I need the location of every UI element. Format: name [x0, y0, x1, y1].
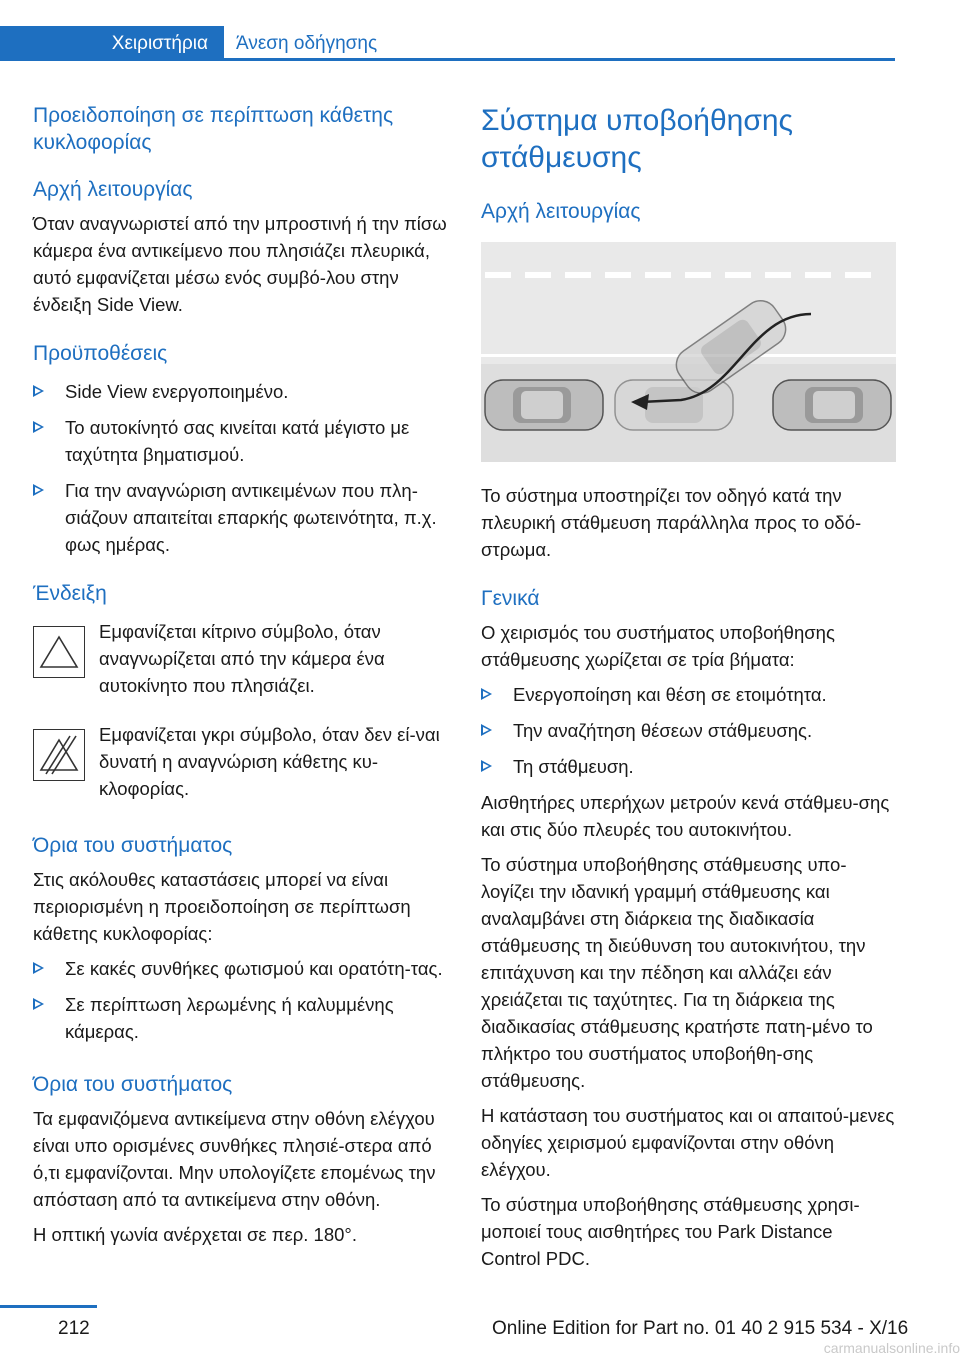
- viewing-angle-text: Η οπτική γωνία ανέρχεται σε περ. 180°.: [33, 1224, 357, 1245]
- steps-list: [481, 681, 896, 780]
- tab-chapter[interactable]: Χειριστήρια: [0, 26, 224, 61]
- page-number: 212: [58, 1318, 90, 1339]
- requirements-list: [33, 378, 448, 558]
- limits-text-2: Τα εμφανιζόμενα αντικείμενα στην οθόνη ελέγχου είναι υπο ορισμένες συνθήκες πλησιέ-στερα από ό,τι εμφανίζονται. Μην υπολογίζετε επομένως την απόσταση από τα αντικείμενα στην οθόνη.: [33, 1108, 436, 1210]
- paragraph-sensors: Αισθητήρες υπερήχων μετρούν κενά στάθμευ-σης και στις δύο πλευρές του αυτοκινήτου.: [481, 792, 890, 840]
- triangle-right-outline-icon: [33, 998, 44, 1010]
- list-item: Την αναζήτηση θέσεων στάθμευσης.: [481, 717, 896, 744]
- list-item: Τη στάθμευση.: [481, 753, 896, 780]
- general-text: Ο χειρισμός του συστήματος υποβοήθησης στάθμευσης χωρίζεται σε τρία βήματα:: [481, 622, 835, 670]
- paragraph-pdc: Το σύστημα υποβοήθησης στάθμευσης χρησι-μοποιεί τους αισθητήρες του Park Distance Control PDC.: [481, 1194, 860, 1269]
- principle-heading-parking: Αρχή λειτουργίας: [481, 200, 641, 223]
- paragraph-ideal-line: Το σύστημα υποβοήθησης στάθμευσης υπο-λογίζει την ιδανική γραμμή στάθμευσης και αναλαμβάνει στη διάρκεια της διαδικασία στάθμευσης τη διεύθυνση του αυτοκινήτου, την επιτάχυνση και την πέδηση και αλλάζει εάν χρειάζεται τις ταχύτητες. Για τη διάρκεια της διαδικασίας στάθμευσης κρατήστε πατη-μένο το πλήκτρο του συστήματος υποβοήθη-σης στάθμευσης.: [481, 854, 873, 1091]
- warning-triangle-crossed-icon: [33, 729, 85, 781]
- list-item: Σε περίπτωση λερωμένης ή καλυμμένης κάμερας.: [33, 991, 448, 1045]
- section-title: Προειδοποίηση σε περίπτωση κάθετης κυκλοφορίας: [33, 104, 394, 154]
- triangle-right-outline-icon: [33, 484, 44, 496]
- list-item: Ενεργοποίηση και θέση σε ετοιμότητα.: [481, 681, 896, 708]
- symbol-yellow-text: Εμφανίζεται κίτρινο σύμβολο, όταν αναγνωρίζεται από την κάμερα ένα αυτοκίνητο που πλησιάζει.: [99, 621, 385, 696]
- list-item: Το αυτοκίνητό σας κινείται κατά μέγιστο με ταχύτητα βηματισμού.: [33, 414, 448, 468]
- right-column: [481, 102, 896, 1280]
- limits-text-1: Στις ακόλουθες καταστάσεις μπορεί να είναι περιορισμένη η προειδοποίηση σε περίπτωση κάθετης κυκλοφορίας:: [33, 869, 411, 944]
- principle-text: Όταν αναγνωριστεί από την μπροστινή ή την πίσω κάμερα ένα αντικείμενο που πλησιάζει πλευρικά, αυτό εμφανίζεται μέσω ενός συμβό-λου στην ένδειξη Side View.: [33, 213, 447, 315]
- triangle-right-outline-icon: [33, 962, 44, 974]
- list-item: Σε κακές συνθήκες φωτισμού και ορατότη-τας.: [33, 955, 448, 982]
- warning-triangle-icon: [33, 626, 85, 678]
- paragraph-status: Η κατάσταση του συστήματος και οι απαιτού-μενες οδηγίες χειρισμού εμφανίζονται στην οθόνη ελέγχου.: [481, 1105, 895, 1180]
- tab-section[interactable]: Άνεση οδήγησης: [236, 33, 378, 54]
- limits-heading-2: Όρια του συστήματος: [33, 1073, 233, 1096]
- triangle-right-outline-icon: [33, 385, 44, 397]
- illustration-caption: Το σύστημα υποστηρίζει τον οδηγό κατά την πλευρική στάθμευση παράλληλα προς το οδό-στρωμα.: [481, 485, 862, 560]
- symbol-gray-text: Εμφανίζεται γκρι σύμβολο, όταν δεν εί-ναι δυνατή η αναγνώριση κάθετης κυ-κλοφορίας.: [99, 724, 440, 799]
- triangle-right-outline-icon: [481, 688, 492, 700]
- header-rule: [0, 58, 895, 61]
- triangle-right-outline-icon: [33, 421, 44, 433]
- symbol-row-gray: [33, 721, 448, 802]
- limits-list: [33, 955, 448, 1045]
- left-column: [33, 102, 448, 1270]
- list-item: Side View ενεργοποιημένο.: [33, 378, 448, 405]
- requirements-heading: Προϋποθέσεις: [33, 342, 168, 365]
- parking-illustration: [481, 242, 896, 462]
- section-title-parking: Σύστημα υποβοήθησης στάθμευσης: [481, 104, 793, 174]
- triangle-right-outline-icon: [481, 760, 492, 772]
- principle-heading: Αρχή λειτουργίας: [33, 178, 193, 201]
- limits-heading-1: Όρια του συστήματος: [33, 834, 233, 857]
- list-item: Για την αναγνώριση αντικειμένων που πλη-σιάζουν απαιτείται επαρκής φωτεινότητα, π.χ. φως ημέρας.: [33, 477, 448, 558]
- footer-rule: [0, 1305, 97, 1308]
- watermark: carmanualsonline.info: [823, 1340, 960, 1356]
- edition-text: Online Edition for Part no. 01 40 2 915 534 - X/16: [492, 1318, 909, 1339]
- triangle-right-outline-icon: [481, 724, 492, 736]
- display-heading: Ένδειξη: [33, 582, 107, 605]
- general-heading: Γενικά: [481, 587, 540, 610]
- symbol-row-yellow: [33, 618, 448, 699]
